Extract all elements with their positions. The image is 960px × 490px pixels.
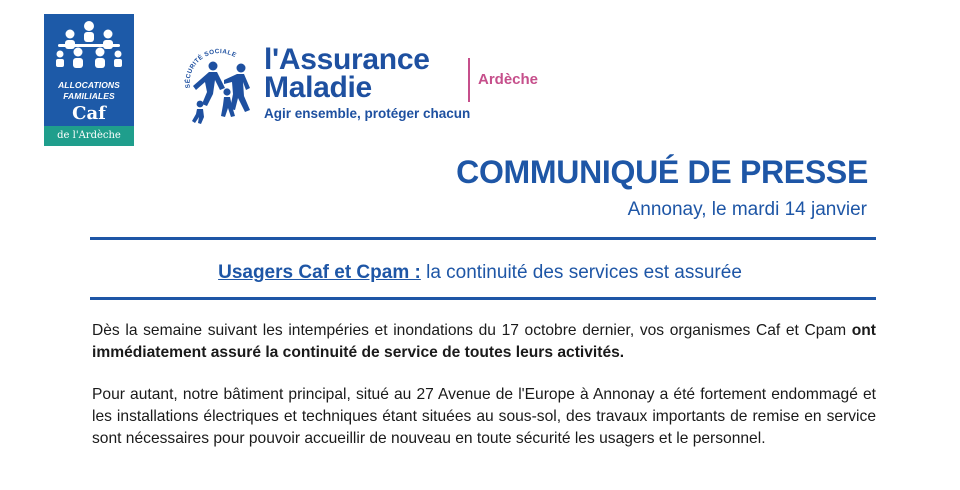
caf-name: Caf: [72, 103, 106, 124]
paragraph-1-bold: ont immédiatement assuré la continuité de service de toutes leurs activités.: [92, 322, 876, 361]
family-figures-icon: [54, 20, 124, 76]
subtitle-strong: Usagers Caf et Cpam :: [218, 262, 421, 283]
caf-department: de l'Ardèche: [57, 130, 121, 141]
caf-familiales-label: FAMILIALES: [63, 91, 115, 101]
caf-allocations-label: ALLOCATIONS: [58, 80, 120, 90]
paragraph-2: Pour autant, notre bâtiment principal, situé au 27 Avenue de l'Europe à Annonay a été fortement endommagé et les installations électriques et techniques étant situées au sous-sol, des travaux importants de remise en service sont nécessaires pour pouvoir accueillir de nouveau en toute sécurité les usagers et le personnel.: [92, 386, 876, 447]
subtitle-rest: la continuité des services est assurée: [420, 262, 742, 283]
page-title: COMMUNIQUÉ DE PRESSE: [456, 154, 868, 190]
top-divider: [90, 237, 876, 240]
assurance-title-line1: l'Assurance: [264, 43, 430, 76]
assurance-tagline: Agir ensemble, protéger chacun: [264, 106, 471, 121]
logo-divider: [468, 58, 470, 102]
paragraph-1-text: Dès la semaine suivant les intempéries et inondations du 17 octobre dernier, vos organismes Caf et Cpam: [92, 322, 852, 339]
securite-sociale-arc-text: SÉCURITÉ SOCIALE: [184, 48, 238, 89]
assurance-title-line2: Maladie: [264, 71, 372, 104]
caf-logo: [44, 14, 134, 146]
assurance-maladie-figures-icon: [180, 44, 258, 126]
subtitle: [0, 262, 960, 284]
region-label: Ardèche: [478, 71, 539, 88]
paragraph-1: [92, 320, 876, 364]
assurance-maladie-title: [264, 43, 430, 104]
date-line: Annonay, le mardi 14 janvier: [627, 199, 867, 220]
bottom-divider: [90, 297, 876, 300]
